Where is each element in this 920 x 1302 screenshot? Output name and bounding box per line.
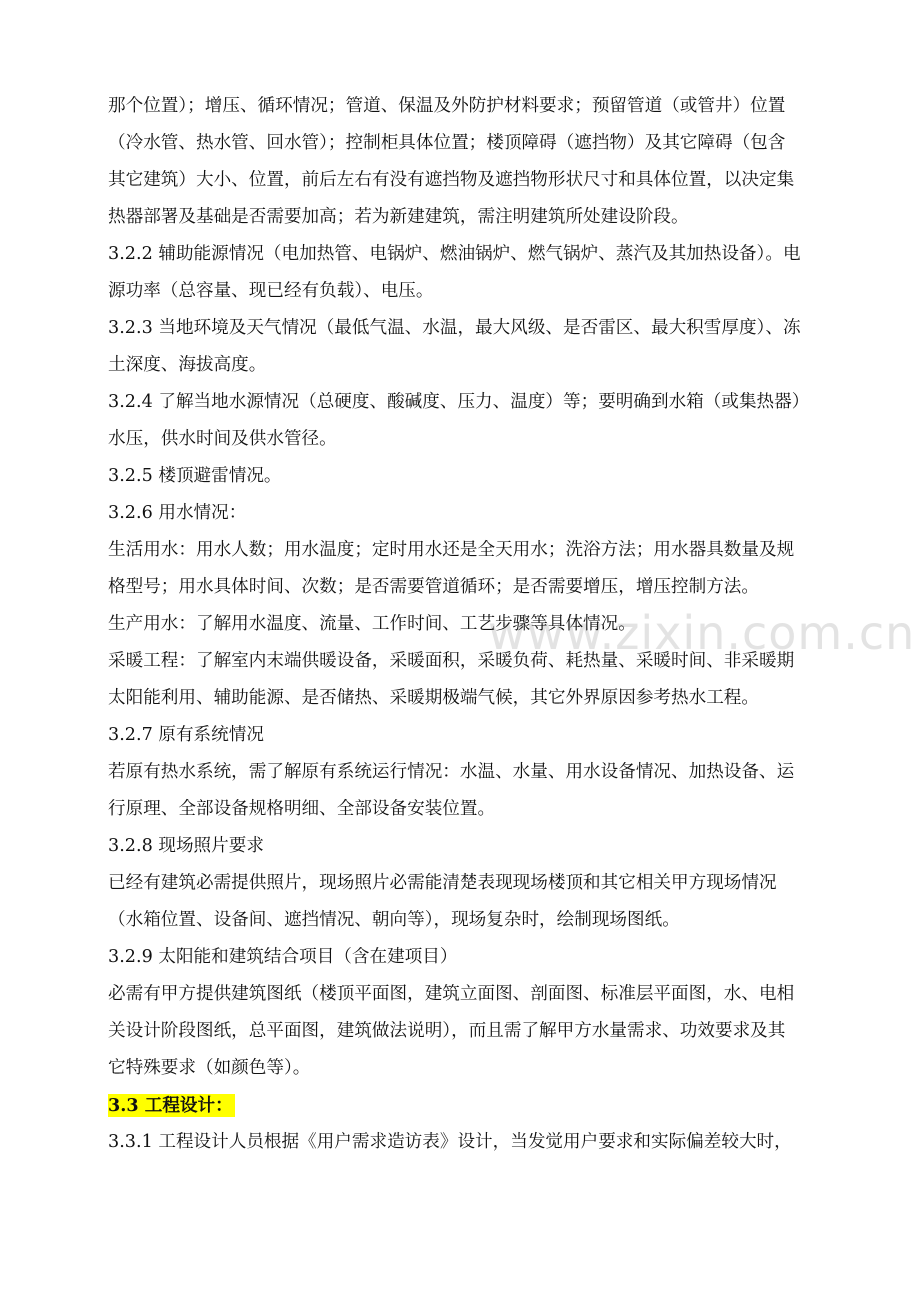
body-line: 生活用水：用水人数；用水温度；定时用水还是全天用水；洗浴方法；用水器具数量及规 (108, 540, 795, 560)
body-line: 行原理、全部设备规格明细、全部设备安装位置。 (108, 799, 496, 819)
body-line: 关设计阶段图纸，总平面图，建筑做法说明），而且需了解甲方水量需求、功效要求及其 (108, 1021, 786, 1041)
body-line: 必需有甲方提供建筑图纸（楼顶平面图，建筑立面图、剖面图、标准层平面图，水、电相 (108, 984, 795, 1004)
section-3-2-7-line: 3.2.7 原有系统情况 (108, 725, 264, 745)
body-line: （水箱位置、设备间、遮挡情况、朝向等），现场复杂时，绘制现场图纸。 (108, 910, 680, 930)
section-3-2-5-line: 3.2.5 楼顶避雷情况。 (108, 466, 282, 486)
body-line: 生产用水：了解用水温度、流量、工作时间、工艺步骤等具体情况。 (108, 614, 636, 634)
body-line: 若原有热水系统，需了解原有系统运行情况：水温、水量、用水设备情况、加热设备、运 (108, 762, 795, 782)
section-3-2-3-line: 3.2.3 当地环境及天气情况（最低气温、水温，最大风级、是否雷区、最大积雪厚度）、冻 (108, 318, 801, 338)
body-line: 水压，供水时间及供水管径。 (108, 429, 337, 449)
section-3-3-heading: 3.3 工程设计： (108, 1095, 233, 1116)
section-3-3-heading-line (108, 1087, 830, 1124)
body-line: 源功率（总容量、现已经有负载）、电压。 (108, 281, 434, 301)
body-line: 已经有建筑必需提供照片，现场照片必需能清楚表现现场楼顶和其它相关甲方现场情况 (108, 873, 777, 893)
body-line: 那个位置）；增压、循环情况；管道、保温及外防护材料要求；预留管道（或管井）位置 (108, 96, 786, 116)
watermark: www.zixin.com.cn (488, 606, 916, 660)
body-line: 它特殊要求（如颜色等）。 (108, 1058, 311, 1078)
section-3-2-8-line: 3.2.8 现场照片要求 (108, 836, 264, 856)
body-line: 太阳能利用、辅助能源、是否储热、采暖期极端气候，其它外界原因参考热水工程。 (108, 688, 759, 708)
section-3-2-6-line: 3.2.6 用水情况： (108, 503, 247, 523)
body-line: 热器部署及基础是否需要加高；若为新建建筑，需注明建筑所处建设阶段。 (108, 207, 689, 227)
body-line: 其它建筑）大小、位置，前后左右有没有遮挡物及遮挡物形状尺寸和具体位置，以决定集 (108, 170, 795, 190)
section-3-2-4-line: 3.2.4 了解当地水源情况（总硬度、酸碱度、压力、温度）等；要明确到水箱（或集热器） (108, 392, 810, 412)
section-3-2-2-line: 3.2.2 辅助能源情况（电加热管、电锅炉、燃油锅炉、燃气锅炉、蒸汽及其加热设备）。电 (108, 244, 801, 264)
body-line: 土深度、海拔高度。 (108, 355, 267, 375)
document-body (108, 88, 830, 1161)
section-3-3-1-line: 3.3.1 工程设计人员根据《用户需求造访表》设计，当发觉用户要求和实际偏差较大时， (108, 1132, 792, 1152)
body-line: 采暖工程：了解室内末端供暖设备，采暖面积，采暖负荷、耗热量、采暖时间、非采暖期 (108, 651, 795, 671)
section-3-2-9-line: 3.2.9 太阳能和建筑结合项目（含在建项目） (108, 947, 458, 967)
body-line: 格型号；用水具体时间、次数；是否需要管道循环；是否需要增压，增压控制方法。 (108, 577, 759, 597)
body-line: （冷水管、热水管、回水管）；控制柜具体位置；楼顶障碍（遮挡物）及其它障碍（包含 (108, 133, 786, 153)
